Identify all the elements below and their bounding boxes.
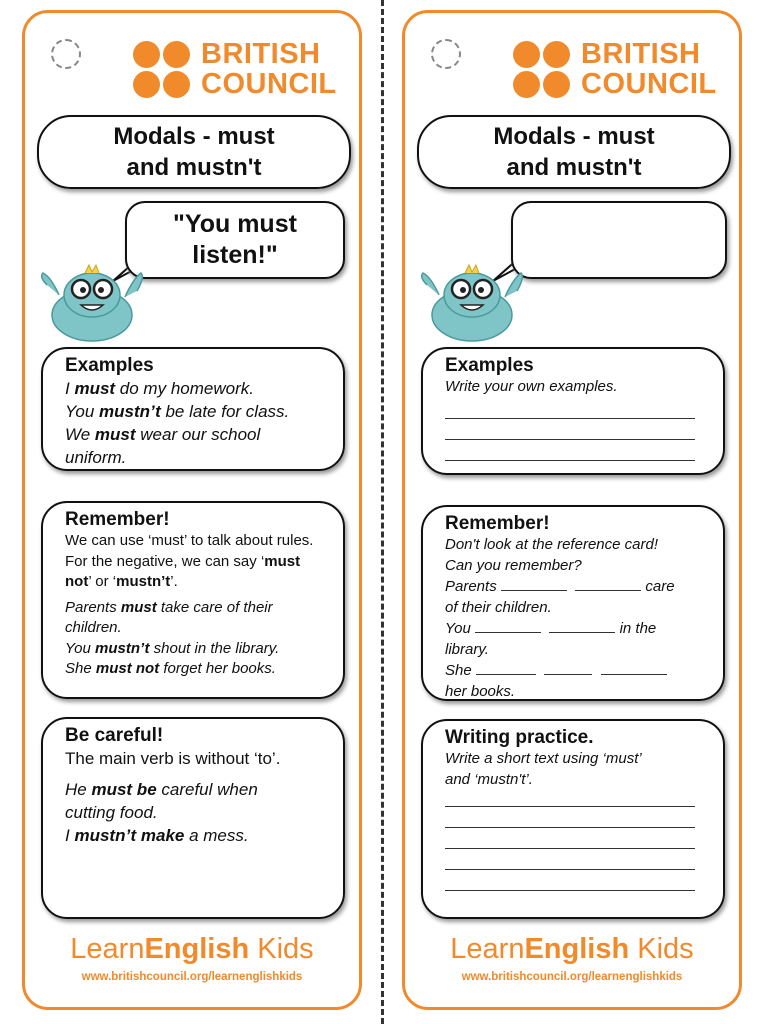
british-council-logo (133, 39, 343, 101)
remember-worksheet-panel (421, 505, 725, 701)
remember-gap-line: You in the (445, 620, 657, 637)
bookmark-card-left (22, 10, 362, 1010)
remember-line: children. (65, 619, 122, 636)
example-line: uniform. (65, 448, 127, 467)
remember-line: her books. (445, 682, 516, 700)
examples-panel (41, 347, 345, 471)
footer-url: www.britishcouncil.org/learnenglishkids (81, 971, 303, 983)
blank-field[interactable] (476, 660, 536, 675)
remember-line: library. (445, 640, 489, 658)
writing-practice-panel (421, 719, 725, 919)
remember-gap-line: Parents care (445, 578, 675, 595)
logo-dots-icon (133, 41, 193, 101)
remember-line: Parents must take care of their (65, 598, 273, 616)
careful-rule: The main verb is without ‘to’. (65, 749, 281, 768)
examples-worksheet-panel (421, 347, 725, 475)
examples-heading: Examples (445, 355, 534, 376)
careful-heading: Be careful! (65, 725, 164, 746)
remember-line: You mustn’t shout in the library. (65, 639, 280, 657)
logo-text: BRITISH COUNCIL (201, 38, 337, 100)
empty-speech-bubble[interactable] (511, 201, 727, 279)
remember-heading: Remember! (65, 509, 170, 530)
answer-line[interactable] (445, 419, 695, 440)
card-title: Modals - must and mustn't (37, 115, 351, 189)
careful-line: He must be careful when (65, 780, 258, 799)
answer-line[interactable] (445, 828, 695, 849)
blank-field[interactable] (601, 660, 667, 675)
answer-line[interactable] (445, 790, 695, 807)
monster-mascot-icon (417, 255, 527, 345)
monster-mascot-icon (37, 255, 147, 345)
speech-bubble: "You must listen!" (125, 201, 345, 279)
logo-text: BRITISH COUNCIL (581, 38, 717, 100)
answer-line[interactable] (445, 440, 695, 461)
british-council-logo (513, 39, 723, 101)
answer-line[interactable] (445, 807, 695, 828)
remember-line: of their children. (445, 598, 552, 616)
careful-line: cutting food. (65, 803, 158, 822)
logo-dots-icon (513, 41, 573, 101)
punch-hole-icon (51, 39, 81, 69)
remember-line: Can you remember? (445, 556, 582, 574)
remember-gap-line: She (445, 660, 705, 682)
cut-line-divider (381, 0, 384, 1024)
remember-heading: Remember! (445, 513, 550, 534)
examples-heading: Examples (65, 355, 154, 376)
remember-line: Don't look at the reference card! (445, 536, 658, 553)
example-line: I must do my homework. (65, 379, 254, 398)
footer-url: www.britishcouncil.org/learnenglishkids (461, 971, 683, 983)
careful-panel (41, 717, 345, 919)
remember-intro: We can use ‘must’ to talk about rules. For the negative, we can say ‘must not’ or ‘mustn’t’. (65, 532, 314, 590)
blank-field[interactable] (475, 618, 541, 633)
answer-line[interactable] (445, 849, 695, 870)
blank-field[interactable] (549, 618, 615, 633)
practice-heading: Writing practice. (445, 727, 594, 748)
remember-panel (41, 501, 345, 699)
example-line: We must wear our school (65, 425, 261, 444)
learnenglish-kids-logo: LearnEnglish Kids (450, 933, 694, 965)
blank-field[interactable] (544, 660, 592, 675)
punch-hole-icon (431, 39, 461, 69)
answer-line[interactable] (445, 870, 695, 891)
learnenglish-kids-logo: LearnEnglish Kids (70, 933, 314, 965)
careful-line: I mustn’t make a mess. (65, 826, 249, 845)
blank-field[interactable] (575, 576, 641, 591)
examples-instruction: Write your own examples. (445, 378, 618, 395)
bookmark-card-right (402, 10, 742, 1010)
answer-line[interactable] (445, 398, 695, 419)
example-line: You mustn’t be late for class. (65, 402, 290, 421)
blank-field[interactable] (501, 576, 567, 591)
card-title: Modals - must and mustn't (417, 115, 731, 189)
practice-instruction: Write a short text using ‘must’ and ‘mustn't’. (445, 750, 642, 788)
remember-line: She must not forget her books. (65, 660, 276, 677)
